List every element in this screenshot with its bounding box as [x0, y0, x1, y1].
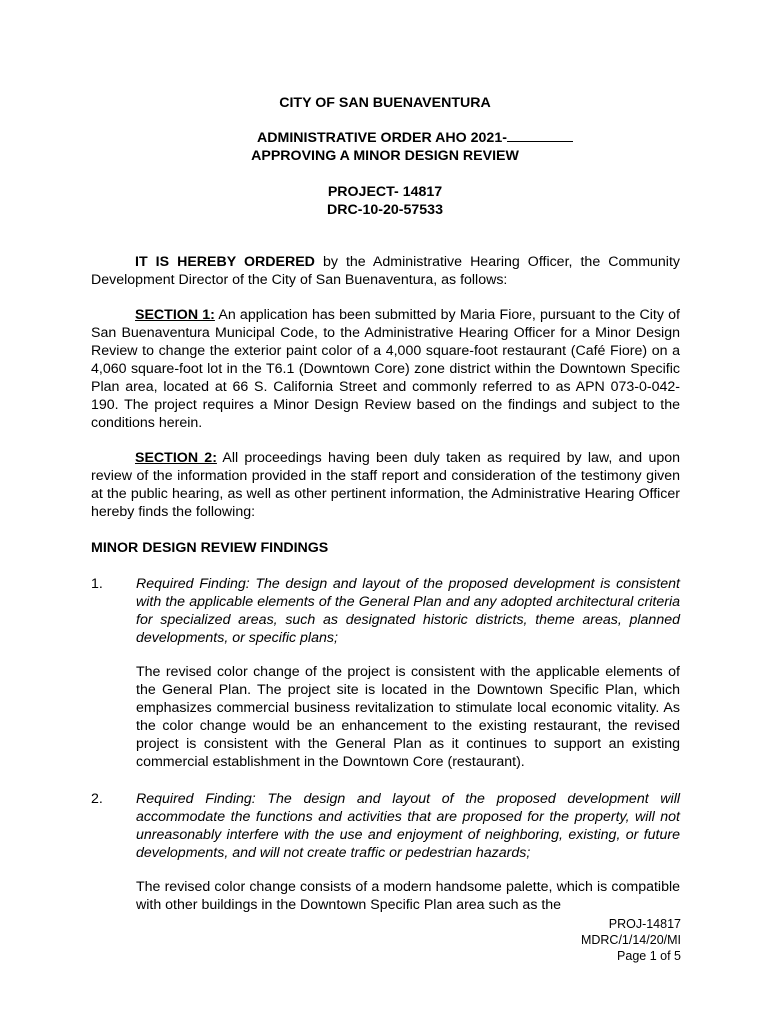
finding-2-number: 2. — [91, 791, 103, 807]
section-1-text: An application has been submitted by Maria Fiore, pursuant to the City of San Buenaventura Municipal Code, to the Administrative Hearing Officer for a Minor Design Review to change the exterior paint color of a 4,000 square-foot restaurant (Café Fiore) on a 4,060 square-foot lot in the T6.1 (Downtown Core) zone district within the Downtown Specific Plan area, located at 66 S. California Street and commonly referred to as APN 073-0-042-190. The project requires a Minor Design Review based on the findings and subject to the conditions herein. — [91, 307, 680, 431]
finding-1-required: Required Finding: The design and layout of the proposed development is consistent with the applicable elements of the General Plan and any adopted architectural criteria for specialized areas, such as designated historic districts, theme areas, planned developments, or specific plans; — [136, 576, 680, 646]
intro-paragraph — [91, 253, 680, 289]
order-number: ADMINISTRATIVE ORDER AHO 2021- — [257, 130, 507, 146]
footer-page-number: Page 1 of 5 — [617, 949, 681, 963]
project-number: PROJECT- 14817 — [327, 184, 443, 200]
section-2-paragraph — [91, 449, 680, 521]
drc-number: DRC-10-20-57533 — [327, 202, 443, 218]
page-footer — [581, 916, 681, 964]
section-2-text: All proceedings having been duly taken as required by law, and upon review of the information provided in the staff report and consideration of the testimony given at the public hearing, as well as other pertinent information, the Administrative Hearing Officer hereby finds the following: — [91, 450, 680, 520]
order-approving: APPROVING A MINOR DESIGN REVIEW — [251, 148, 519, 164]
city-title: CITY OF SAN BUENAVENTURA — [279, 95, 491, 111]
order-heading — [0, 129, 770, 165]
finding-2-response: The revised color change consists of a modern handsome palette, which is compatible with other buildings in the Downtown Specific Plan area such as the — [136, 879, 680, 913]
project-ids — [0, 183, 770, 219]
finding-2-required: Required Finding: The design and layout of the proposed development will accommodate the functions and activities that are proposed for the property, will not unreasonably interfere with the use and enjoyment of neighboring, existing, or future developments, and will not create traffic or pedestrian hazards; — [136, 791, 680, 861]
section-1-label: SECTION 1: — [135, 307, 215, 323]
intro-text: by the Administrative Hearing Officer, the Community Development Director of the City of San Buenaventura, as follows: — [91, 254, 680, 288]
footer-project: PROJ-14817 — [608, 917, 681, 931]
order-number-line — [0, 129, 770, 147]
section-1-paragraph — [91, 306, 680, 432]
intro-lead: IT IS HEREBY ORDERED — [135, 254, 315, 270]
finding-1-response: The revised color change of the project is consistent with the applicable elements of the General Plan. The project site is located in the Downtown Specific Plan, which emphasizes commercial business revitalization to stimulate local economic vitality. As the color change would be an enhancement to the existing restaurant, the revised project is consistent with the General Plan as it continues to support an existing commercial establishment in the Downtown Core (restaurant). — [136, 664, 680, 770]
finding-1-number: 1. — [91, 576, 103, 592]
order-number-blank — [507, 129, 573, 142]
section-2-label: SECTION 2: — [135, 450, 217, 466]
findings-heading: MINOR DESIGN REVIEW FINDINGS — [91, 540, 329, 556]
footer-reference: MDRC/1/14/20/MI — [580, 933, 681, 947]
